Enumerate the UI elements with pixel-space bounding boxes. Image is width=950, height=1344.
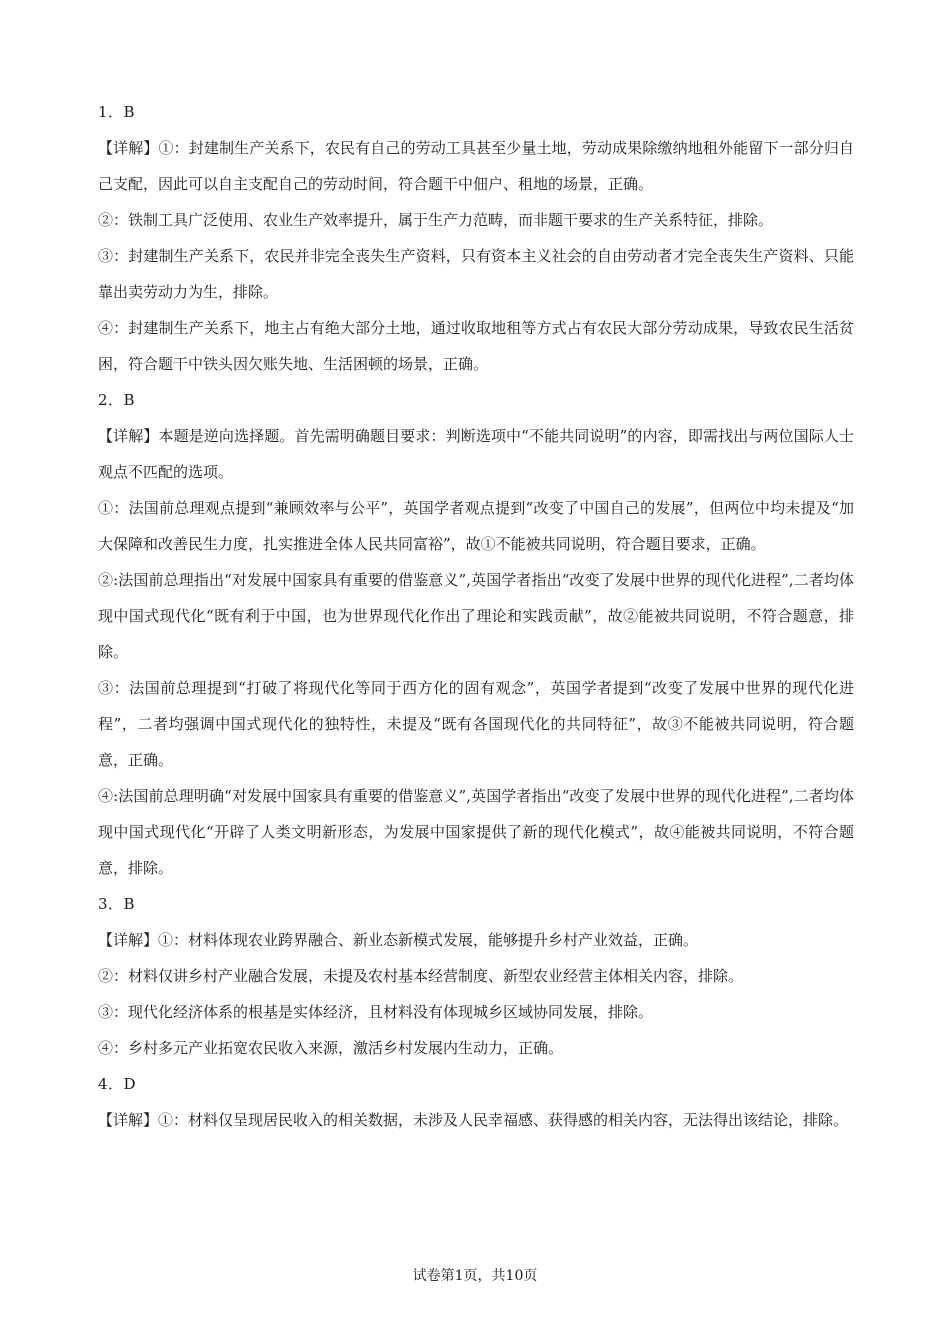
question-number: 2．B [98,391,136,409]
question-number: 3．B [98,895,136,913]
explanation-paragraph: ①：法国前总理观点提到“兼顾效率与公平”，英国学者观点提到“改变了中国自己的发展”，但两位中均未提及“加大保障和改善民生力度，扎实推进全体人民共同富裕”，故①不能被共同说明，符合题目要求，正确。 [98,499,854,553]
question-4 [98,1066,854,1138]
explanation-paragraph: ③：现代化经济体系的根基是实体经济，且材料没有体现城乡区域协同发展，排除。 [98,1003,654,1021]
question-number: 4．D [98,1075,137,1093]
question-number: 1．B [98,103,136,121]
explanation-paragraph: ③：封建制生产关系下，农民并非完全丧失生产资料，只有资本主义社会的自由劳动者才完全丧失生产资料、只能靠出卖劳动力为生，排除。 [98,247,854,301]
explanation-paragraph: ③：法国前总理提到“打破了将现代化等同于西方化的固有观念”，英国学者提到“改变了发展中世界的现代化进程”，二者均强调中国式现代化的独特性，未提及“既有各国现代化的共同特征”，故③不能被共同说明，符合题意，正确。 [98,679,854,769]
explanation-paragraph: 【详解】①：封建制生产关系下，农民有自己的劳动工具甚至少量土地，劳动成果除缴纳地租外能留下一部分归自己支配，因此可以自主支配自己的劳动时间，符合题干中佃户、租地的场景，正确。 [98,139,854,193]
explanation-paragraph: 【详解】①：材料仅呈现居民收入的相关数据，未涉及人民幸福感、获得感的相关内容，无法得出该结论，排除。 [98,1111,849,1129]
question-2 [98,382,854,886]
answer-content [98,94,854,1138]
question-3 [98,886,854,1066]
explanation-paragraph: 【详解】本题是逆向选择题。首先需明确题目要求：判断选项中“不能共同说明”的内容，即需找出与两位国际人士观点不匹配的选项。 [98,427,854,481]
explanation-paragraph: ②：铁制工具广泛使用、农业生产效率提升，属于生产力范畴，而非题干要求的生产关系特征，排除。 [98,211,774,229]
explanation-paragraph: ④：乡村多元产业拓宽农民收入来源，激活乡村发展内生动力，正确。 [98,1039,564,1057]
explanation-paragraph: 【详解】①：材料体现农业跨界融合、新业态新模式发展，能够提升乡村产业效益，正确。 [98,931,699,949]
explanation-paragraph: ④:法国前总理明确“对发展中国家具有重要的借鉴意义”,英国学者指出“改变了发展中世界的现代化进程”,二者均体现中国式现代化“开辟了人类文明新形态，为发展中国家提供了新的现代化模式”，故④能被共同说明，不符合题意，排除。 [98,787,854,877]
explanation-paragraph: ④：封建制生产关系下，地主占有绝大部分土地，通过收取地租等方式占有农民大部分劳动成果，导致农民生活贫困，符合题干中铁头因欠账失地、生活困顿的场景，正确。 [98,319,854,373]
question-1 [98,94,854,382]
explanation-paragraph: ②:法国前总理指出“对发展中国家具有重要的借鉴意义”,英国学者指出“改变了发展中世界的现代化进程”,二者均体现中国式现代化“既有利于中国，也为世界现代化作出了理论和实践贡献”，故②能被共同说明，不符合题意，排除。 [98,571,854,661]
explanation-paragraph: ②：材料仅讲乡村产业融合发展，未提及农村基本经营制度、新型农业经营主体相关内容，排除。 [98,967,744,985]
page-footer: 试卷第1页，共10页 [412,1268,538,1284]
